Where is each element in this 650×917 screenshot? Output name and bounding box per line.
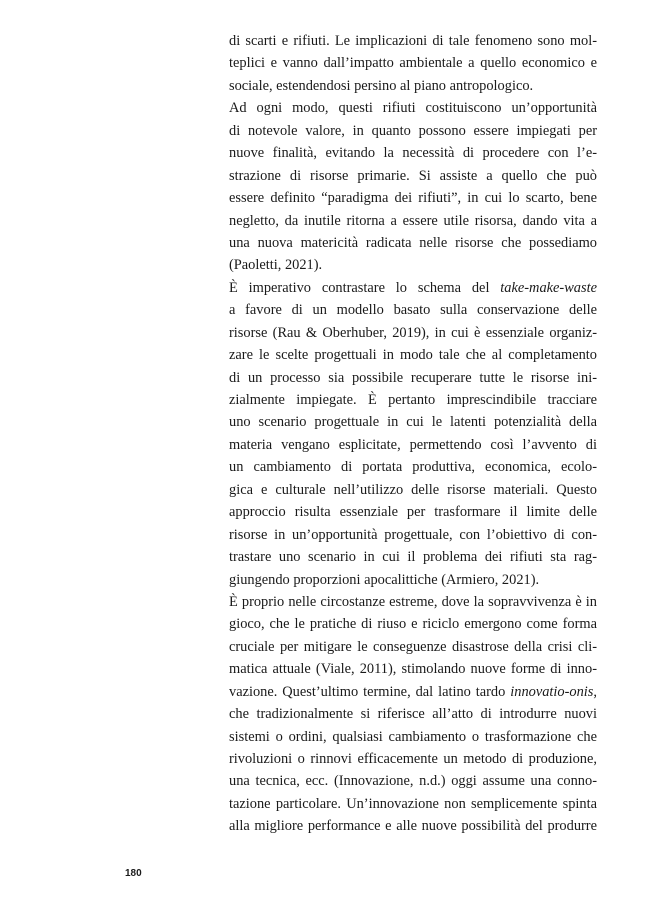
italic-term: innovatio-onis — [510, 683, 594, 700]
text-line — [229, 681, 597, 703]
text-line: materia vengano esplicitate, permettendo così l’avvento di — [229, 436, 597, 453]
text-line — [229, 277, 597, 299]
text-line: alla migliore performance e alle nuove possibilità del produrre — [229, 818, 597, 835]
text-line: essere definito “paradigma dei rifiuti”, in cui lo scarto, bene — [229, 190, 597, 207]
text-line: zare le scelte progettuali in modo tale che al completamento — [229, 347, 597, 364]
text-line: nuove finalità, evitando la necessità di procedere con l’e- — [229, 145, 597, 162]
text-run: vazione. Quest’ultimo termine, dal latino tardo — [229, 683, 511, 700]
text-line: di un processo sia possibile recuperare tutte le risorse ini- — [229, 369, 597, 386]
body-text-column — [229, 30, 597, 838]
text-line: negletto, da inutile ritorna a essere utile risorsa, dando vita a — [229, 212, 597, 229]
text-line: matica attuale (Viale, 2011), stimolando nuove forme di inno- — [229, 661, 597, 678]
text-line: di notevole valore, in quanto possono essere impiegati per — [229, 122, 597, 139]
text-line: uno scenario progettuale in cui le latenti potenzialità della — [229, 414, 597, 431]
text-line: risorse in un’opportunità progettuale, con l’obiettivo di con- — [229, 526, 597, 543]
text-line: sociale, estendendosi persino al piano antropologico. — [229, 77, 534, 94]
text-line: rivoluzioni o rinnovi efficacemente un metodo di produzione, — [229, 751, 597, 767]
text-line: teplici e vanno dall’impatto ambientale a quello economico e — [229, 55, 597, 72]
text-line: (Paoletti, 2021). — [229, 257, 323, 274]
text-line: una tecnica, ecc. (Innovazione, n.d.) oggi assume una conno- — [229, 773, 597, 790]
text-line: tazione particolare. Un’innovazione non semplicemente spinta — [229, 795, 597, 812]
text-line: sistemi o ordini, qualsiasi cambiamento o trasformazione che — [229, 728, 597, 745]
text-line: Ad ogni modo, questi rifiuti costituiscono un’opportunità — [229, 100, 597, 117]
page-number: 180 — [125, 868, 142, 879]
text-line: trastare uno scenario in cui il problema dei rifiuti sta rag- — [229, 549, 597, 566]
text-line: un cambiamento di portata produttiva, economica, ecolo- — [229, 459, 597, 476]
text-line: È proprio nelle circostanze estreme, dove la sopravvivenza è in — [229, 593, 597, 610]
text-line: di scarti e rifiuti. Le implicazioni di tale fenomeno sono mol- — [229, 33, 597, 49]
text-line: a favore di un modello basato sulla conservazione delle — [229, 302, 597, 319]
text-line: che tradizionalmente si riferisce all’atto di introdurre nuovi — [229, 706, 597, 723]
text-run: È imperativo contrastare lo schema del — [229, 279, 501, 296]
italic-term: take-make-waste — [500, 279, 597, 296]
text-line: gica e culturale nell’utilizzo delle risorse materiali. Questo — [229, 481, 597, 498]
text-line: approccio risulta essenziale per trasformare il limite delle — [229, 504, 597, 521]
text-line: risorse (Rau & Oberhuber, 2019), in cui è essenziale organiz- — [229, 324, 597, 341]
text-line: gioco, che le pratiche di riuso e riciclo emergono come forma — [229, 616, 597, 633]
text-line: cruciale per mitigare le conseguenze disastrose della crisi cli- — [229, 638, 597, 655]
text-run: , — [593, 683, 597, 700]
text-line: zialmente impiegate. È pertanto imprescindibile tracciare — [229, 392, 597, 408]
text-line: una nuova matericità radicata nelle risorse che possediamo — [229, 234, 597, 251]
text-line: strazione di risorse primarie. Si assiste a quello che può — [229, 167, 597, 184]
text-line: giungendo proporzioni apocalittiche (Armiero, 2021). — [229, 571, 540, 588]
